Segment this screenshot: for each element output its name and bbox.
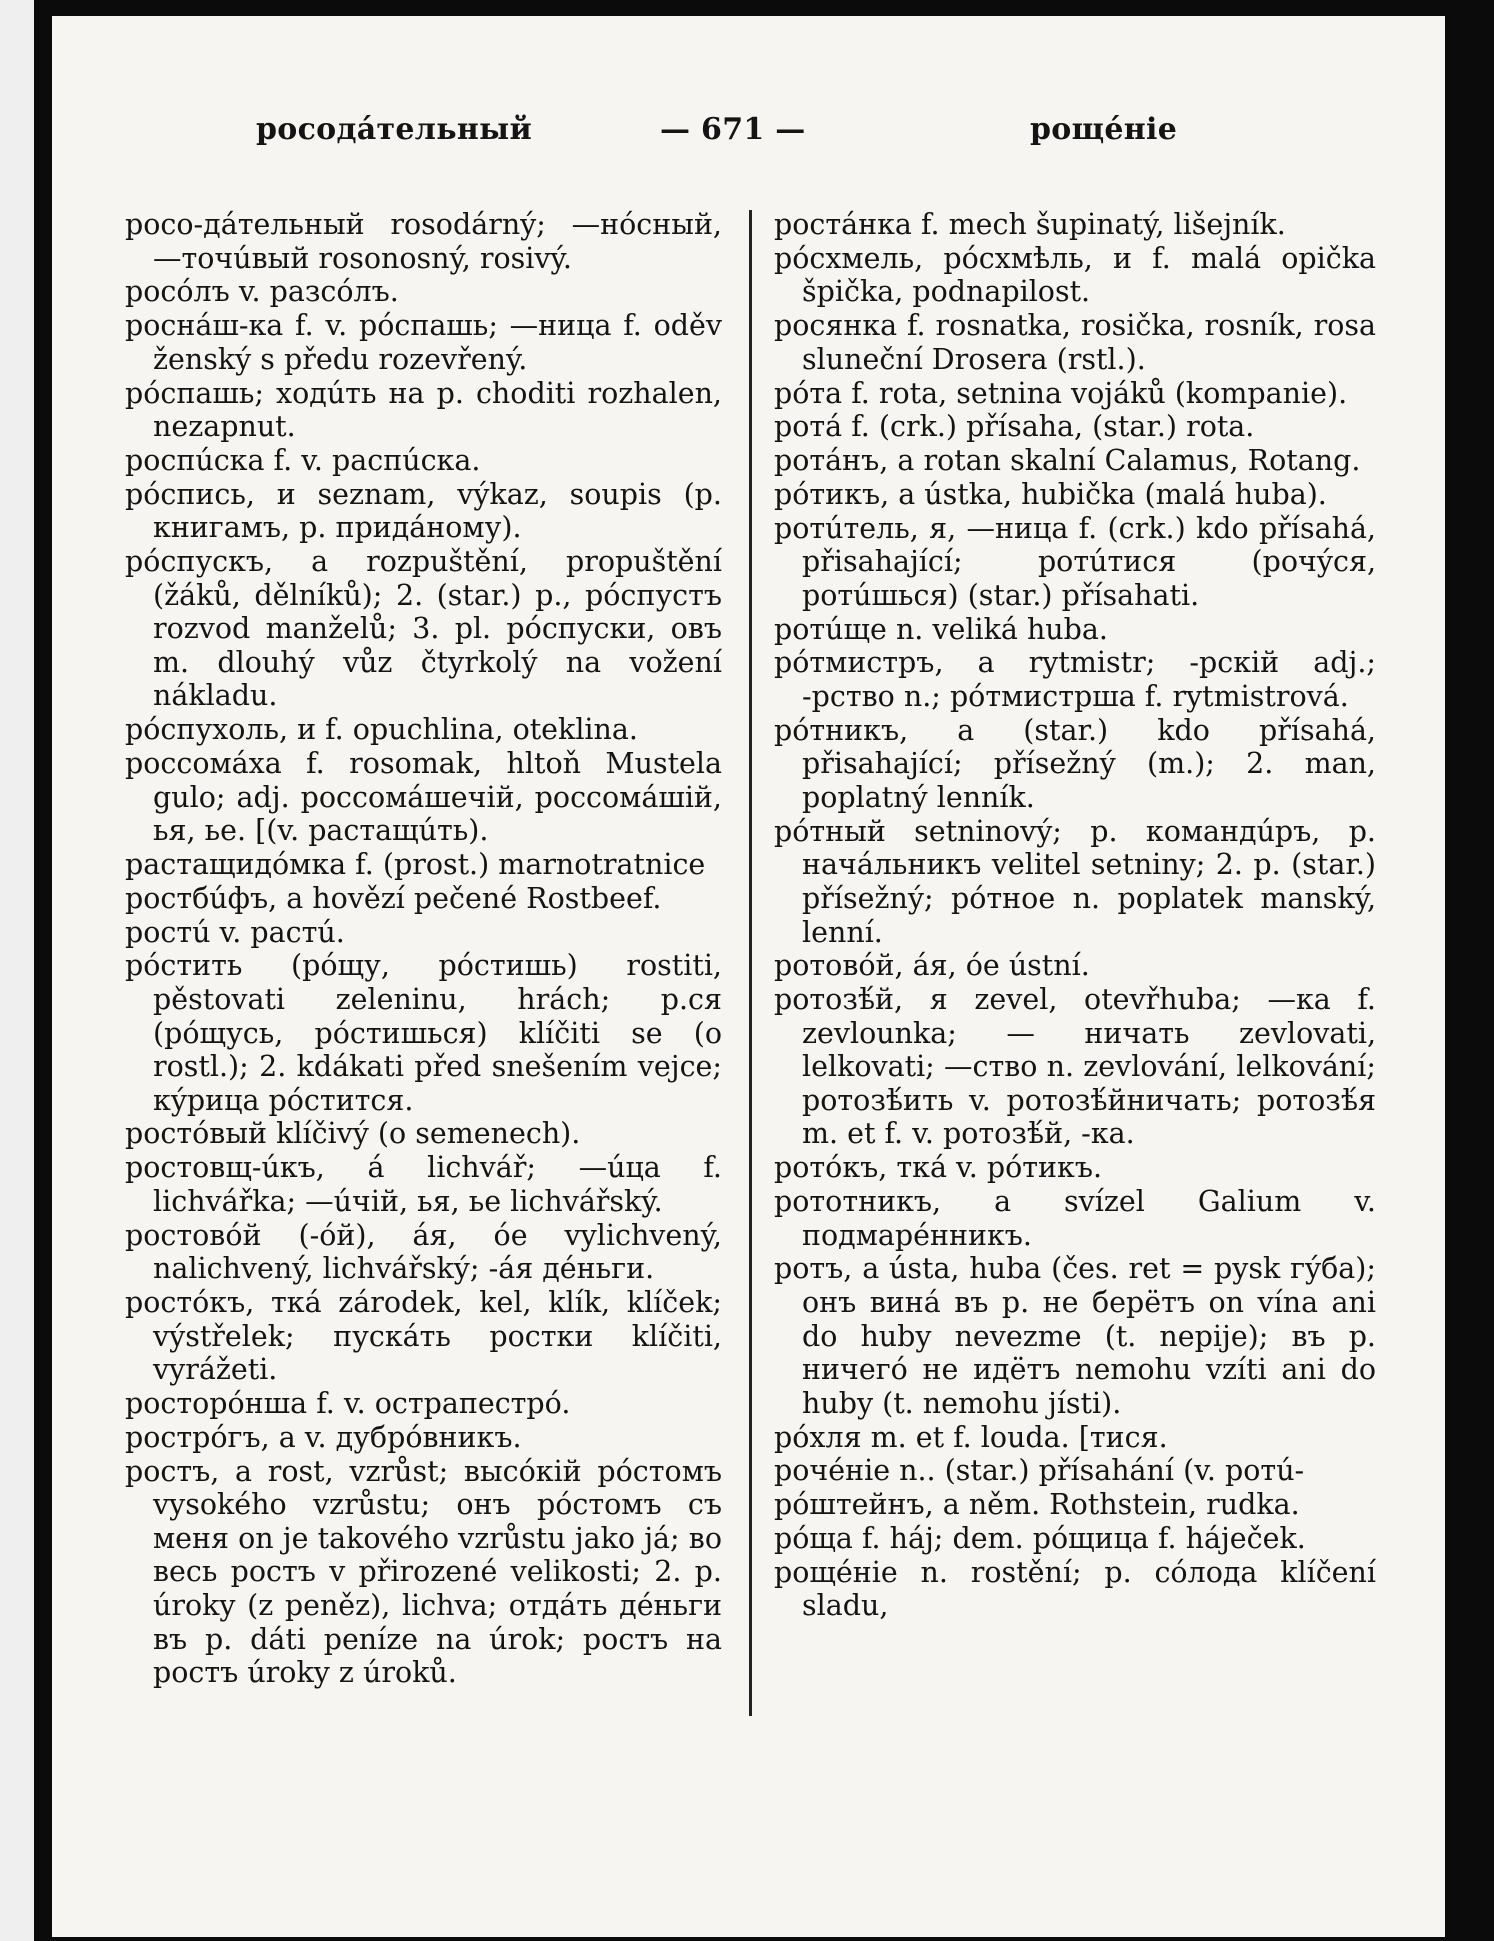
dictionary-entry: ростóвый klíčivý (o semenech). bbox=[125, 1117, 581, 1151]
page-edge-strip bbox=[0, 0, 34, 1941]
dictionary-entry: ротáнъ, а rotan skalní Calamus, Rotang. bbox=[774, 444, 1361, 478]
dictionary-entry: росянка f. rosnatka, rosička, rosník, rosa sluneční Drosera (rstl.). bbox=[774, 309, 1376, 376]
dictionary-entry: ростовóй (-óй), áя, óе vylichvený, nalichvený, lichvářský; -áя дéньги. bbox=[125, 1218, 722, 1286]
dictionary-entry: рóстить (рóщу, рóстишь) rostiti, pěstovati zeleninu, hrách; р.ся (рóщусь, рóстишься) klíčiti se (o rostl.); 2. kdákati před snešením vejce; кýрица рóстится. bbox=[125, 949, 722, 1117]
dictionary-entry: ротóкъ, ткá v. рóтикъ. bbox=[774, 1151, 1103, 1185]
dictionary-entry: ротовóй, áя, óе ústní. bbox=[774, 949, 1090, 983]
dictionary-entry: рóтмистръ, а rytmistr; -рскій adj.; -рство n.; рóтмистрша f. rytmistrová. bbox=[774, 646, 1376, 713]
dictionary-entry: рóспись, и seznam, výkaz, soupis (р. книгамъ, р. придáному). bbox=[125, 477, 722, 545]
dictionary-entry: рочéніе n.. (star.) přísahání (v. ротú- bbox=[774, 1454, 1305, 1488]
dictionary-entry: ротá f. (crk.) přísaha, (star.) rota. bbox=[774, 410, 1255, 444]
right-column bbox=[774, 208, 1376, 1623]
dictionary-entry: ростъ, а rost, vzrůst; высóкій рóстомъ vysokého vzrůstu; онъ рóстомъ съ меня on je takového vzrůstu jako já; во весь ростъ v přirozené velikosti; 2. р. úroky (z peněz), lichva; отдáть дéньги въ р. dáti peníze na úrok; ростъ на ростъ úroky z úroků. bbox=[125, 1454, 722, 1690]
dictionary-entry: рóща f. háj; dem. рóщица f. háječek. bbox=[774, 1521, 1306, 1555]
dictionary-entry: росторóнша f. v. острапестрó. bbox=[125, 1386, 571, 1420]
dictionary-entry: росóлъ v. разсóлъ. bbox=[125, 275, 399, 309]
page-number: — 671 — bbox=[660, 112, 806, 147]
dictionary-entry: ротúтель, я, —ница f. (crk.) kdo přísahá, přisahající; ротúтися (рочýся, ротúшься) (star.) přísahati. bbox=[774, 511, 1376, 612]
dictionary-entry: ротъ, а ústa, huba (čes. ret = pysk гýба); онъ винá въ р. не берётъ on vína ani do huby nevezme (t. nepije); въ р. ничегó не идётъ nemohu vzíti ani do huby (t. nemohu jísti). bbox=[774, 1252, 1376, 1420]
dictionary-entry: ростáнка f. mech šupinatý, lišejník. bbox=[774, 208, 1286, 241]
dictionary-entry: рóштейнъ, а něm. Rothstein, rudka. bbox=[774, 1488, 1300, 1522]
dictionary-entry: роснáш-ка f. v. рóспашь; —ница f. oděv ženský s předu rozevřený. bbox=[125, 309, 722, 376]
dictionary-entry: ростú v. растú. bbox=[125, 915, 345, 949]
dictionary-entry: рóсхмель, рóсхмѣль, и f. malá opička špička, podnapilost. bbox=[774, 241, 1376, 309]
dictionary-entry: рóхля m. et f. louda. [тися. bbox=[774, 1420, 1168, 1454]
dictionary-entry: россомáха f. rosomak, hltoň Mustela gulo; adj. россомáшечій, россомáшій, ья, ье. [(v. растащúть). bbox=[125, 747, 722, 848]
dictionary-entry: рóта f. rota, setnina vojáků (kompanie). bbox=[774, 376, 1348, 410]
dictionary-entry: роспúска f. v. распúска. bbox=[125, 443, 481, 477]
dictionary-entry: ростовщ-úкъ, á lichvář; —úца f. lichvářka; —úчій, ья, ье lichvářský. bbox=[125, 1151, 722, 1218]
dictionary-entry: рóтикъ, а ústka, hubička (malá huba). bbox=[774, 477, 1327, 511]
dictionary-entry: рострóгъ, а v. дубрóвникъ. bbox=[125, 1420, 522, 1454]
left-column bbox=[125, 208, 722, 1690]
header-right-guideword: рощéніе bbox=[1030, 112, 1178, 147]
dictionary-entry: росо-дáтельный rosodárný; —нóсный, —точúвый rosonosný, rosivý. bbox=[125, 208, 722, 275]
dictionary-entry: рóтный setninový; р. командúръ, р. начáльникъ velitel setniny; 2. р. (star.) přísežný; рóтное n. poplatek manský, lenní. bbox=[774, 814, 1376, 949]
header-left-guideword: росодáтельный bbox=[256, 112, 533, 147]
dictionary-entry: рототникъ, а svízel Galium v. подмарéнникъ. bbox=[774, 1185, 1376, 1252]
dictionary-entry: растащидóмка f. (prost.) marnotratnice bbox=[125, 847, 706, 881]
dictionary-entry: рóспашь; ходúть на р. choditi rozhalen, nezapnut. bbox=[125, 376, 722, 444]
column-divider bbox=[749, 210, 752, 1716]
dictionary-entry: ростбúфъ, а hovězí pečené Rostbeef. bbox=[125, 881, 662, 915]
dictionary-entry: рóспухоль, и f. opuchlina, oteklina. bbox=[125, 713, 638, 747]
dictionary-entry: ротúще n. veliká huba. bbox=[774, 612, 1108, 646]
dictionary-entry: ростóкъ, ткá zárodek, kel, klík, klíček; výstřelek; пускáть ростки klíčiti, vyrážeti. bbox=[125, 1286, 722, 1387]
dictionary-entry: рóтникъ, а (star.) kdo přísahá, přisahající; přísežný (m.); 2. man, poplatný lenník. bbox=[774, 713, 1376, 814]
dictionary-entry: ротозѣ́й, я zevel, otevřhuba; —ка f. zevlounka; — ничать zevlovati, lelkovati; —ство n. zevlování, lelkování; ротозѣ́ить v. ротозѣ́йничать; ротозѣ́я m. et f. v. ротозѣ́й, -ка. bbox=[774, 983, 1376, 1151]
dictionary-entry: рóспускъ, а rozpuštění, propuštění (žáků, dělníků); 2. (star.) р., рóспустъ rozvod manželů; 3. pl. рóспуски, овъ m. dlouhý vůz čtyrkolý na vožení nákladu. bbox=[125, 545, 722, 713]
dictionary-entry: рощéніе n. rostění; р. сóлода klíčení sladu, bbox=[774, 1555, 1376, 1623]
